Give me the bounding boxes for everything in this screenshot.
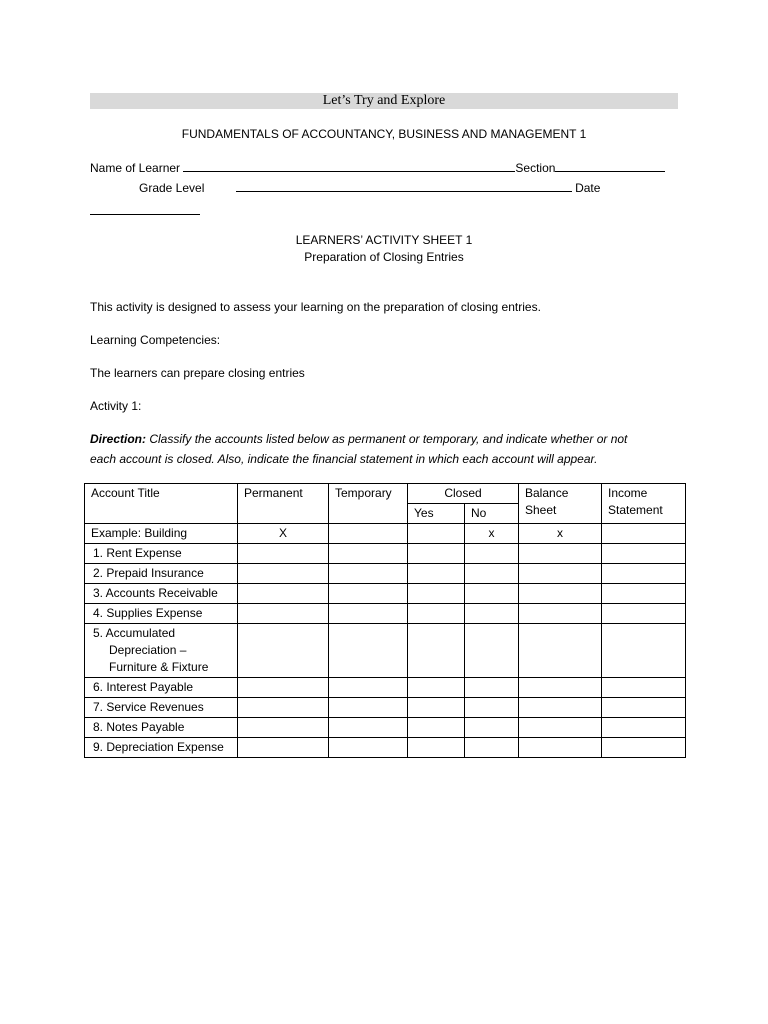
table-row — [85, 544, 686, 564]
answer-cell[interactable] — [519, 698, 602, 718]
header-income-statement-1: Income — [608, 486, 648, 500]
answer-cell[interactable] — [602, 698, 686, 718]
name-blank[interactable] — [183, 159, 515, 172]
example-temporary[interactable] — [329, 524, 408, 544]
grade-blank[interactable] — [236, 179, 572, 192]
answer-cell[interactable] — [465, 624, 519, 678]
answer-cell[interactable] — [465, 718, 519, 738]
table-row — [85, 624, 686, 678]
answer-cell[interactable] — [238, 564, 329, 584]
account-title-cell: 2. Prepaid Insurance — [85, 564, 238, 584]
table-row — [85, 738, 686, 758]
table-row — [85, 678, 686, 698]
account-title-cell: 4. Supplies Expense — [85, 604, 238, 624]
example-title: Example: Building — [85, 524, 238, 544]
example-no: x — [465, 524, 519, 544]
classification-table — [84, 483, 686, 758]
answer-cell[interactable] — [408, 678, 465, 698]
answer-cell[interactable] — [519, 678, 602, 698]
direction-text-2: each account is closed. Also, indicate the financial statement in which each account will appear. — [90, 452, 598, 466]
answer-cell[interactable] — [408, 698, 465, 718]
row5-line1: 5. Accumulated — [93, 626, 176, 640]
direction-text-1: Classify the accounts listed below as permanent or temporary, and indicate whether or not — [146, 432, 628, 446]
answer-cell[interactable] — [238, 624, 329, 678]
answer-cell[interactable] — [465, 738, 519, 758]
answer-cell[interactable] — [519, 718, 602, 738]
section-label: Section — [515, 161, 556, 175]
answer-cell[interactable] — [238, 604, 329, 624]
answer-cell[interactable] — [465, 604, 519, 624]
example-yes[interactable] — [408, 524, 465, 544]
date-blank[interactable] — [90, 202, 200, 215]
answer-cell[interactable] — [329, 564, 408, 584]
account-title-cell — [85, 624, 238, 678]
section-banner: Let’s Try and Explore — [90, 93, 678, 109]
answer-cell[interactable] — [602, 678, 686, 698]
answer-cell[interactable] — [408, 624, 465, 678]
answer-cell[interactable] — [408, 718, 465, 738]
answer-cell[interactable] — [408, 738, 465, 758]
answer-cell[interactable] — [408, 564, 465, 584]
answer-cell[interactable] — [329, 738, 408, 758]
answer-cell[interactable] — [519, 624, 602, 678]
answer-cell[interactable] — [238, 584, 329, 604]
answer-cell[interactable] — [519, 564, 602, 584]
answer-cell[interactable] — [602, 544, 686, 564]
learner-info-line — [90, 159, 665, 175]
answer-cell[interactable] — [329, 604, 408, 624]
table-row — [85, 604, 686, 624]
answer-cell[interactable] — [329, 718, 408, 738]
header-income-statement — [602, 484, 686, 524]
answer-cell[interactable] — [602, 624, 686, 678]
answer-cell[interactable] — [465, 584, 519, 604]
header-permanent: Permanent — [238, 484, 329, 524]
answer-cell[interactable] — [465, 564, 519, 584]
section-blank[interactable] — [555, 159, 665, 172]
header-balance-sheet-1: Balance — [525, 486, 569, 500]
answer-cell[interactable] — [519, 738, 602, 758]
answer-cell[interactable] — [519, 604, 602, 624]
example-permanent: X — [238, 524, 329, 544]
date-blank-line — [90, 202, 200, 218]
answer-cell[interactable] — [408, 584, 465, 604]
answer-cell[interactable] — [602, 718, 686, 738]
direction-line-1 — [90, 432, 627, 446]
competency-text: The learners can prepare closing entries — [90, 366, 305, 380]
grade-label: Grade Level — [139, 181, 205, 195]
table-row — [85, 564, 686, 584]
competencies-label: Learning Competencies: — [90, 333, 221, 347]
direction-line-2 — [90, 452, 597, 466]
answer-cell[interactable] — [519, 584, 602, 604]
sheet-subtitle: Preparation of Closing Entries — [304, 250, 464, 264]
answer-cell[interactable] — [602, 584, 686, 604]
header-yes: Yes — [408, 504, 465, 524]
answer-cell[interactable] — [465, 544, 519, 564]
answer-cell[interactable] — [602, 564, 686, 584]
answer-cell[interactable] — [519, 544, 602, 564]
answer-cell[interactable] — [329, 584, 408, 604]
table-row — [85, 524, 686, 544]
header-balance-sheet — [519, 484, 602, 524]
intro-text: This activity is designed to assess your learning on the preparation of closing entries. — [90, 300, 541, 314]
example-income-statement[interactable] — [602, 524, 686, 544]
answer-cell[interactable] — [602, 604, 686, 624]
account-title-cell: 7. Service Revenues — [85, 698, 238, 718]
header-temporary: Temporary — [329, 484, 408, 524]
answer-cell[interactable] — [408, 604, 465, 624]
answer-cell[interactable] — [329, 678, 408, 698]
answer-cell[interactable] — [238, 738, 329, 758]
header-income-statement-2: Statement — [608, 503, 663, 517]
answer-cell[interactable] — [329, 624, 408, 678]
table-row — [85, 584, 686, 604]
example-balance-sheet: x — [519, 524, 602, 544]
answer-cell[interactable] — [408, 544, 465, 564]
table-row — [85, 698, 686, 718]
answer-cell[interactable] — [602, 738, 686, 758]
header-balance-sheet-2: Sheet — [525, 503, 557, 517]
answer-cell[interactable] — [465, 698, 519, 718]
grade-line — [139, 179, 600, 195]
direction-label: Direction: — [90, 432, 147, 446]
header-account-title: Account Title — [85, 484, 238, 524]
answer-cell[interactable] — [329, 544, 408, 564]
date-label: Date — [575, 181, 601, 195]
account-title-cell: 9. Depreciation Expense — [85, 738, 238, 758]
header-no: No — [465, 504, 519, 524]
answer-cell[interactable] — [465, 678, 519, 698]
answer-cell[interactable] — [238, 718, 329, 738]
row5-line3: Furniture & Fixture — [109, 660, 209, 674]
account-title-cell: 1. Rent Expense — [85, 544, 238, 564]
account-title-cell: 6. Interest Payable — [85, 678, 238, 698]
answer-cell[interactable] — [238, 698, 329, 718]
answer-cell[interactable] — [238, 544, 329, 564]
course-title: FUNDAMENTALS OF ACCOUNTANCY, BUSINESS AND MANAGEMENT 1 — [181, 127, 587, 141]
account-title-cell: 3. Accounts Receivable — [85, 584, 238, 604]
answer-cell[interactable] — [329, 698, 408, 718]
account-title-cell: 8. Notes Payable — [85, 718, 238, 738]
row5-line2: Depreciation – — [109, 643, 187, 657]
activity-label: Activity 1: — [90, 399, 142, 413]
table-header-row — [85, 484, 686, 504]
table-row — [85, 718, 686, 738]
sheet-title: LEARNERS’ ACTIVITY SHEET 1 — [295, 233, 473, 247]
answer-cell[interactable] — [238, 678, 329, 698]
header-closed: Closed — [408, 484, 519, 504]
name-label: Name of Learner — [90, 161, 181, 175]
